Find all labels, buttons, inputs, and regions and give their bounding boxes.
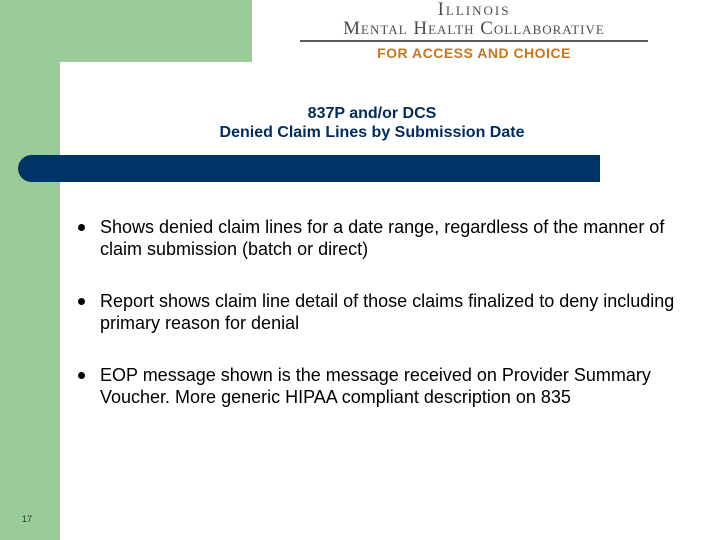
- bullet-icon: [78, 224, 85, 231]
- bullet-text: Report shows claim line detail of those claims finalized to deny including primary reason for denial: [100, 291, 675, 333]
- bullet-text: Shows denied claim lines for a date range, regardless of the manner of claim submission (batch or direct): [100, 217, 665, 259]
- bullet-item: [78, 217, 678, 260]
- bullet-icon: [78, 298, 85, 305]
- page-number: 17: [22, 514, 33, 524]
- logo-tagline: FOR ACCESS AND CHOICE: [377, 45, 571, 61]
- bullet-text: EOP message shown is the message received on Provider Summary Voucher. More generic HIPAA compliant description on 835: [100, 365, 651, 407]
- bullet-item: [78, 365, 678, 408]
- left-green-band: [0, 0, 60, 540]
- slide-title-line1: 837P and/or DCS: [307, 105, 437, 122]
- top-green-block: [0, 0, 252, 62]
- title-divider-bar: [18, 155, 600, 182]
- slide-title-line2: Denied Claim Lines by Submission Date: [219, 124, 525, 141]
- content-corner: [60, 62, 100, 102]
- bullet-item: [78, 291, 678, 334]
- bullet-icon: [78, 372, 85, 379]
- logo-divider: [300, 40, 648, 42]
- slide-title: [120, 104, 624, 142]
- logo-line-collaborative: Mental Health Collaborative: [343, 18, 605, 39]
- collaborative-logo: [296, 0, 652, 64]
- logo-line-illinois: Illinois: [437, 0, 511, 20]
